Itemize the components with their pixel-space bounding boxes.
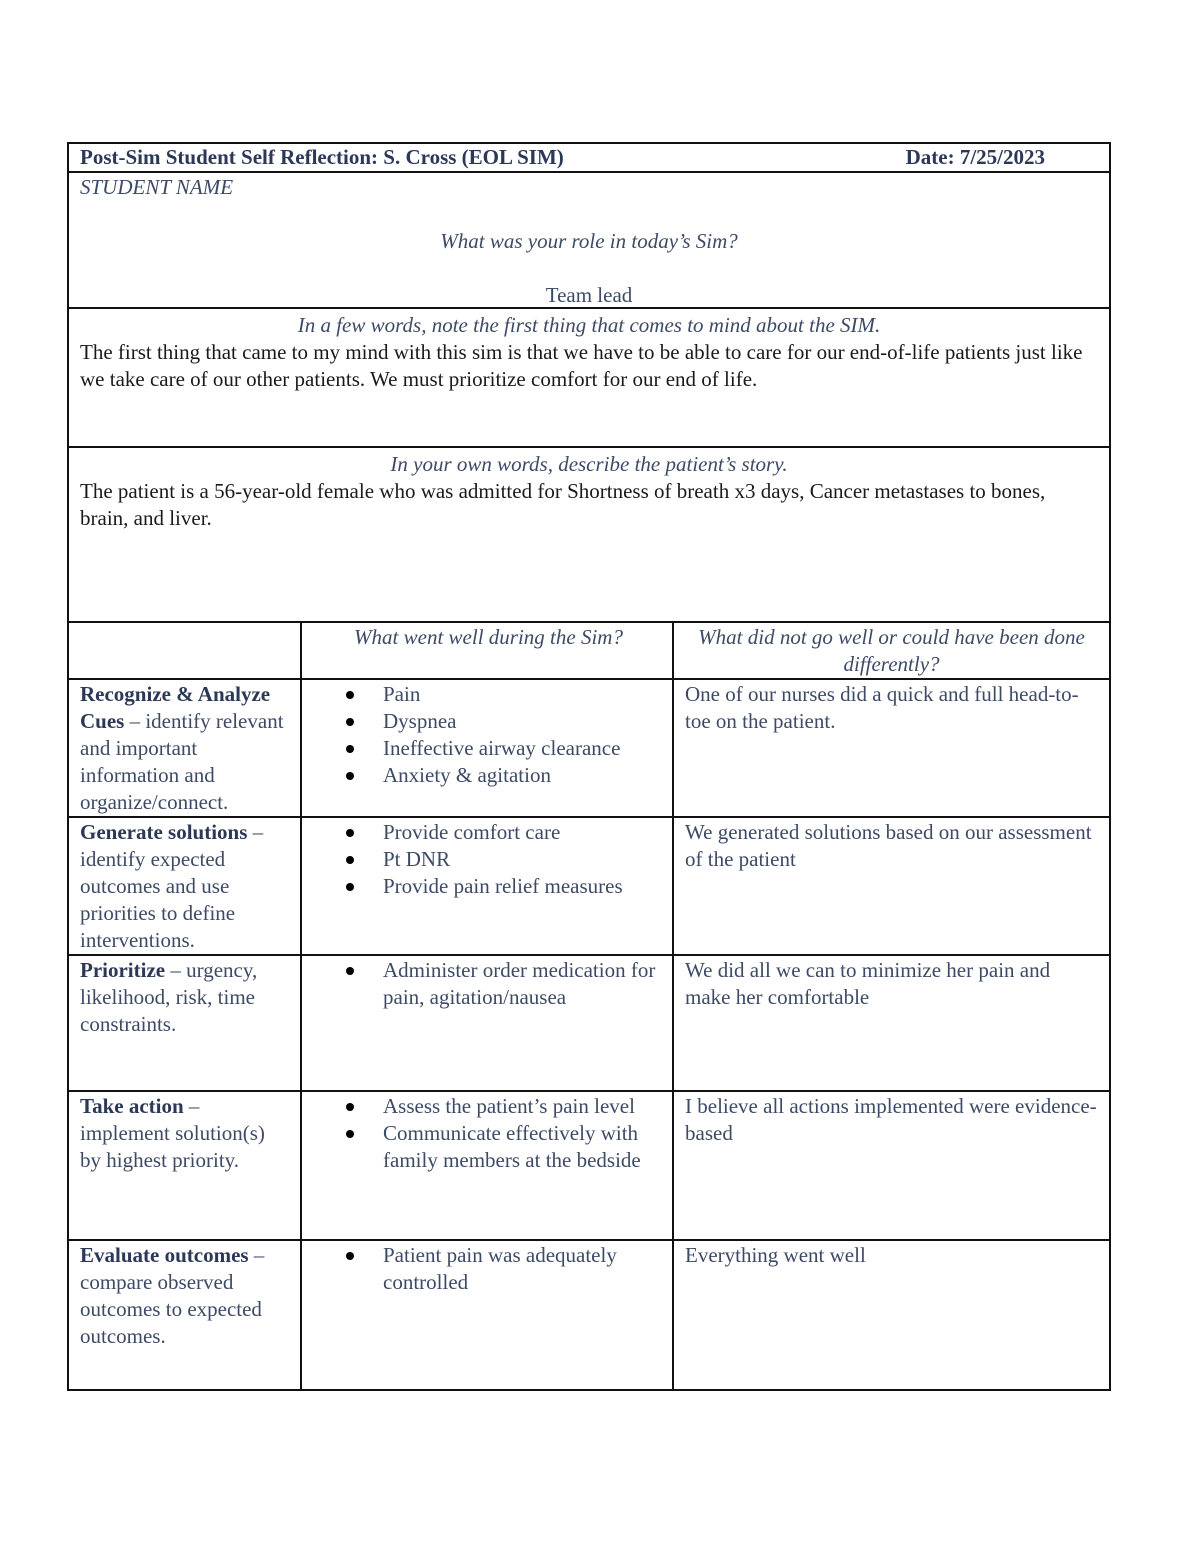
step-cell (68, 955, 301, 1091)
reflection-form (67, 142, 1111, 1391)
table-row (68, 1091, 1110, 1240)
list-item-text: Provide comfort care (383, 820, 561, 844)
list-item-text: Provide pain relief measures (383, 874, 623, 898)
bullet-icon (346, 1130, 354, 1138)
table-row (68, 679, 1110, 817)
clinical-judgment-table (67, 621, 1111, 1391)
step-title: Generate solutions (80, 820, 248, 844)
list-item (316, 708, 661, 735)
step-title: Take action (80, 1094, 184, 1118)
went-well-cell (301, 679, 673, 817)
list-item-text: Dyspnea (383, 709, 457, 733)
bullet-icon (346, 691, 354, 699)
student-role-section (67, 171, 1111, 307)
list-item-text: Administer order medication for pain, agitation/nausea (383, 958, 656, 1009)
list-item (316, 1120, 661, 1174)
step-cell (68, 817, 301, 955)
list-item-text: Patient pain was adequately controlled (383, 1243, 617, 1294)
table-header-row (68, 622, 1110, 679)
bullet-icon (346, 967, 354, 975)
went-well-cell (301, 817, 673, 955)
form-date: Date: 7/25/2023 (905, 145, 1045, 169)
list-item (316, 762, 661, 789)
list-item (316, 819, 661, 846)
step-title: Evaluate outcomes (80, 1243, 249, 1267)
list-item (316, 1242, 661, 1296)
first-thing-section (67, 307, 1111, 446)
table-row (68, 817, 1110, 955)
not-well-cell: We did all we can to minimize her pain and make her comfortable (673, 955, 1110, 1091)
patient-story-answer: The patient is a 56-year-old female who was admitted for Shortness of breath x3 days, Cancer metastases to bones, brain, and liver. (80, 479, 1046, 530)
went-well-cell (301, 1091, 673, 1240)
step-cell (68, 679, 301, 817)
not-well-cell: One of our nurses did a quick and full head-to-toe on the patient. (673, 679, 1110, 817)
list-item-text: Communicate effectively with family members at the bedside (383, 1121, 641, 1172)
list-item (316, 846, 661, 873)
role-answer: Team lead (545, 283, 633, 307)
list-item (316, 873, 661, 900)
not-well-cell: We generated solutions based on our assessment of the patient (673, 817, 1110, 955)
patient-story-prompt: In your own words, describe the patient’s story. (390, 452, 788, 476)
bullet-icon (346, 829, 354, 837)
list-item (316, 735, 661, 762)
bullet-icon (346, 1252, 354, 1260)
step-cell (68, 1091, 301, 1240)
table-row (68, 1240, 1110, 1390)
first-thing-prompt: In a few words, note the first thing that comes to mind about the SIM. (297, 313, 881, 337)
list-item-text: Pt DNR (383, 847, 451, 871)
bullet-icon (346, 856, 354, 864)
step-title: Recognize & Analyze Cues (80, 682, 271, 733)
list-item (316, 681, 661, 708)
step-description: – compare observed outcomes to expected outcomes. (80, 1243, 265, 1348)
bullet-icon (346, 718, 354, 726)
bullet-icon (346, 772, 354, 780)
patient-story-section (67, 446, 1111, 621)
went-well-cell (301, 1240, 673, 1390)
went-well-cell (301, 955, 673, 1091)
not-well-cell: I believe all actions implemented were evidence-based (673, 1091, 1110, 1240)
list-item-text: Assess the patient’s pain level (383, 1094, 635, 1118)
step-cell (68, 1240, 301, 1390)
step-title: Prioritize (80, 958, 166, 982)
not-well-header: What did not go well or could have been done differently? (673, 622, 1110, 679)
step-description: – implement solution(s) by highest priority. (80, 1094, 265, 1172)
step-description: – urgency, likelihood, risk, time constraints. (80, 958, 258, 1036)
list-item (316, 1093, 661, 1120)
role-question: What was your role in today’s Sim? (440, 229, 738, 253)
not-well-cell: Everything went well (673, 1240, 1110, 1390)
first-thing-answer: The first thing that came to my mind with this sim is that we have to be able to care for our end-of-life patients just like we take care of our other patients. We must prioritize comfort for our end of life. (80, 340, 1083, 391)
list-item-text: Pain (383, 682, 421, 706)
step-description: – identify relevant and important information and organize/connect. (80, 709, 284, 814)
list-item-text: Ineffective airway clearance (383, 736, 621, 760)
list-item-text: Anxiety & agitation (383, 763, 551, 787)
bullet-icon (346, 883, 354, 891)
student-name-label: STUDENT NAME (80, 175, 234, 199)
bullet-icon (346, 745, 354, 753)
form-title: Post-Sim Student Self Reflection: S. Cross (EOL SIM) (80, 145, 564, 169)
bullet-icon (346, 1103, 354, 1111)
form-header (67, 142, 1111, 171)
went-well-header: What went well during the Sim? (301, 622, 673, 679)
list-item (316, 957, 661, 1011)
step-description: – identify expected outcomes and use priorities to define interventions. (80, 820, 264, 952)
table-row (68, 955, 1110, 1091)
empty-header-cell (68, 622, 301, 679)
